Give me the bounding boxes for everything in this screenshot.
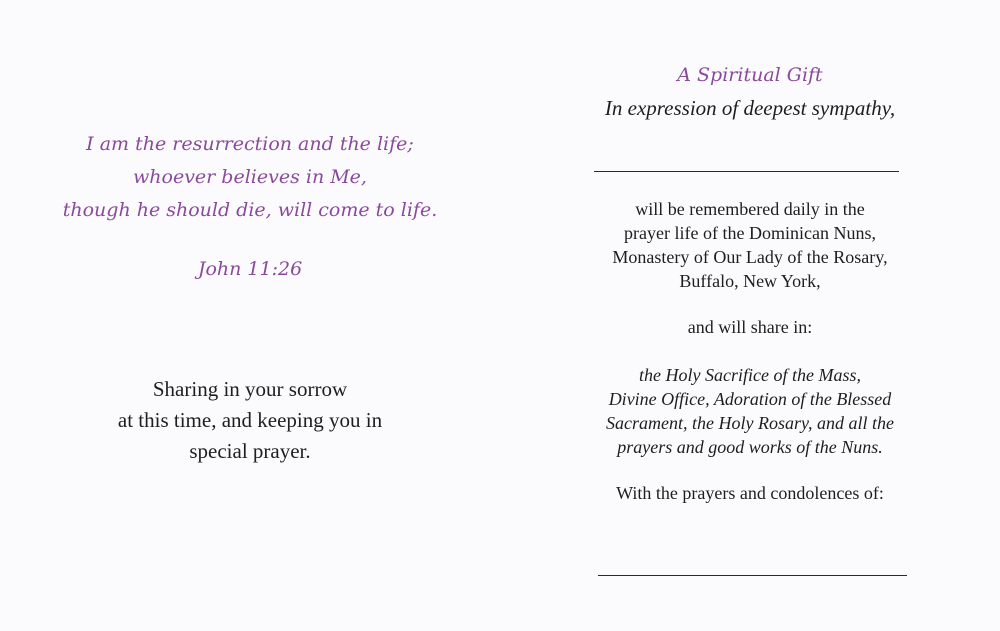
prayer-item-line: prayers and good works of the Nuns.	[617, 437, 883, 457]
sharing-line: special prayer.	[189, 439, 311, 463]
prayer-item-line: the Holy Sacrifice of the Mass,	[639, 365, 861, 385]
verse-line: though he should die, will come to life.	[62, 199, 438, 221]
verse-reference: John 11:26	[197, 258, 303, 280]
sharing-line: Sharing in your sorrow	[152, 377, 348, 401]
sharing-line: at this time, and keeping you in	[117, 408, 383, 432]
prayer-item-line: Sacrament, the Holy Rosary, and all the	[606, 413, 894, 433]
remembered-line: Buffalo, New York,	[679, 271, 821, 291]
closing-text: With the prayers and condolences of:	[616, 483, 884, 503]
sharing-message	[0, 374, 500, 467]
signature-line	[598, 575, 907, 576]
prayer-item-line: Divine Office, Adoration of the Blessed	[608, 389, 892, 409]
share-text: and will share in:	[687, 317, 813, 337]
right-panel	[500, 0, 1000, 631]
remembered-line: will be remembered daily in the	[635, 199, 865, 219]
recipient-name-line	[594, 171, 899, 172]
verse-line: I am the resurrection and the life;	[86, 133, 414, 155]
verse-line: whoever believes in Me,	[133, 166, 367, 188]
scripture-verse	[0, 128, 500, 227]
remembered-text	[500, 197, 1000, 293]
remembered-line: prayer life of the Dominican Nuns,	[624, 223, 876, 243]
remembered-line: Monastery of Our Lady of the Rosary,	[612, 247, 888, 267]
prayer-items	[500, 363, 1000, 459]
card-title: A Spiritual Gift	[677, 64, 823, 86]
expression-line: In expression of deepest sympathy,	[604, 96, 896, 120]
